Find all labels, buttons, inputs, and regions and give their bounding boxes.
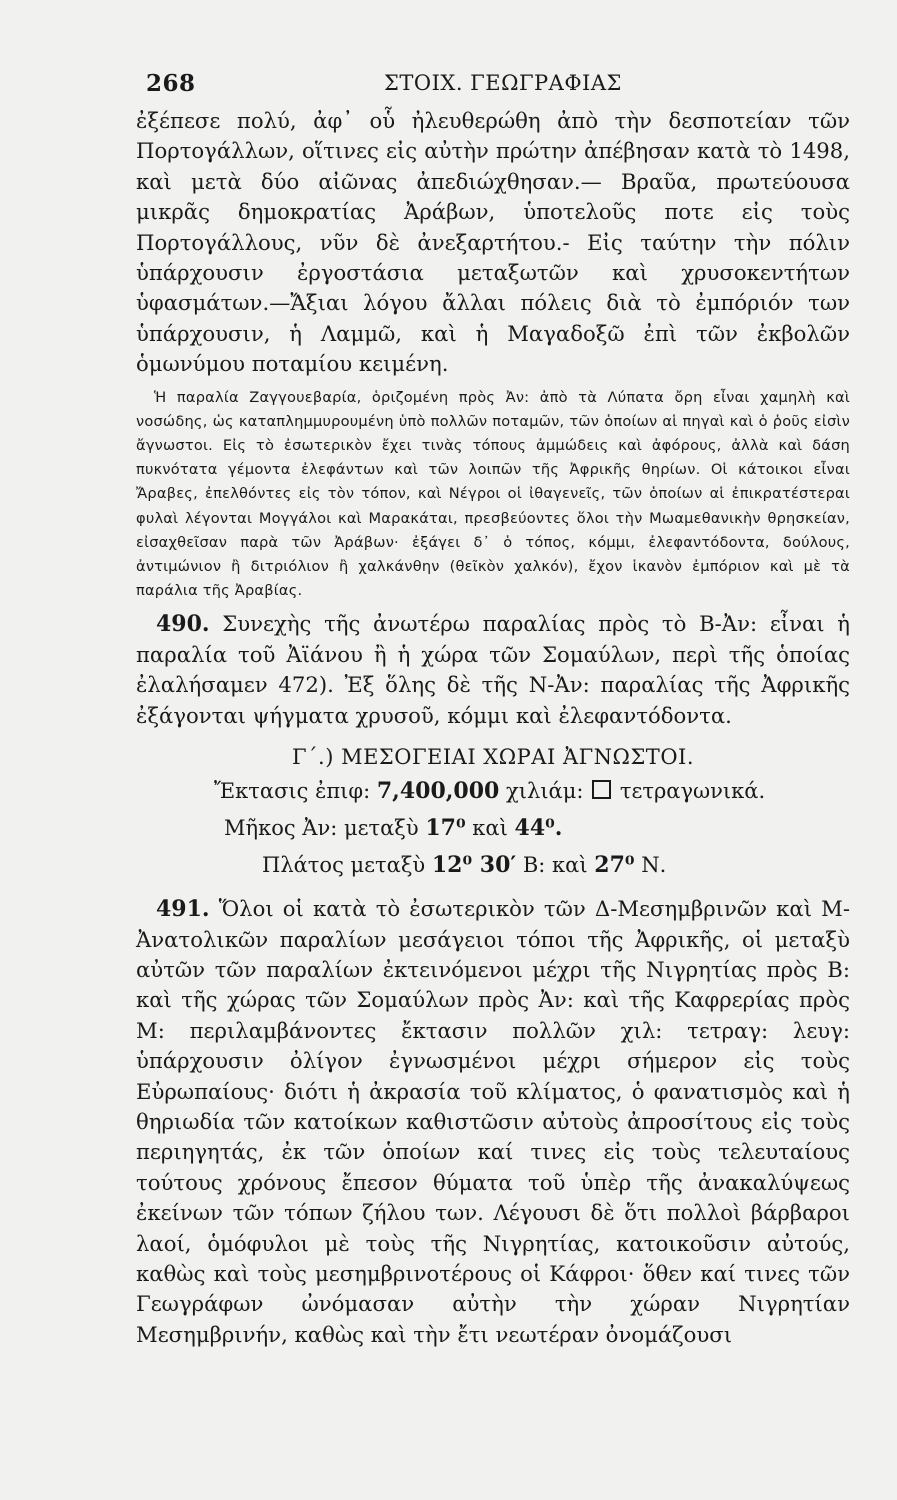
footnote-block <box>136 386 850 604</box>
area-suffix: τετραγωνικά. <box>619 779 766 804</box>
width-from: 12⁰ 30′ <box>431 852 517 879</box>
area-label: Ἔκτασις ἐπιφ: <box>214 779 371 804</box>
paragraph-490 <box>136 609 850 731</box>
paragraph-number: 490. <box>156 611 210 638</box>
length-from: 17⁰ <box>425 815 466 842</box>
paragraph-number: 491. <box>156 896 210 923</box>
section-heading: Γ΄.) ΜΕΣΟΓΕΙΑΙ ΧΩΡΑΙ ἈΓΝΩΣΤΟΙ. <box>291 745 695 770</box>
page-header <box>136 70 850 106</box>
paragraph-text: Συνεχὴς τῆς ἀνωτέρω παραλίας πρὸς τὸ Β-Ἀν: εἶναι ἡ παραλία τοῦ Ἀϊάνου ἢ ἡ χώρα τῶν Σομαύλων, περὶ τῆς ὁποίας ἐλαλήσαμεν 472). Ἐξ ὅλης δὲ τῆς Ν-Ἀν: παραλίας τῆς Ἀφρικῆς ἐξάγονται ψήγματα χρυσοῦ, κόμμι καὶ ἐλεφαντόδοντα. <box>136 611 850 728</box>
area-value: 7,400,000 <box>376 778 500 805</box>
page-content <box>136 70 850 1350</box>
length-line <box>136 810 850 847</box>
length-to: 44⁰. <box>514 815 563 842</box>
area-unit: χιλιάμ: <box>506 779 584 804</box>
length-label: Μῆκος Ἀν: μεταξὺ <box>224 816 419 841</box>
width-to: 27⁰ <box>594 852 635 879</box>
page-number: 268 <box>146 70 196 97</box>
paragraph-491 <box>136 894 850 1350</box>
intro-paragraph: ἐξέπεσε πολύ, ἀφ᾽ οὗ ἠλευθερώθη ἀπὸ τὴν δεσποτείαν τῶν Πορτογάλλων, οἵτινες εἰς αὐτὴν πρώτην ἀπέβησαν κατὰ τὸ 1498, καὶ μετὰ δύο αἰῶνας ἀπεδιώχθησαν.— Βραῦα, πρωτεύουσα μικρᾶς δημοκρατίας Ἀράβων, ὑποτελοῦς ποτε εἰς τοὺς Πορτογάλλους, νῦν δὲ ἀνεξαρτήτου.- Εἰς ταύτην τὴν πόλιν ὑπάρχουσιν ἐργοστάσια μεταξωτῶν καὶ χρυσοκεντήτων ὑφασμάτων.—Ἄξιαι λόγου ἄλλαι πόλεις διὰ τὸ ἐμπόριόν των ὑπάρχουσιν, ἡ Λαμμῶ, καὶ ἡ Μαγαδοξῶ ἐπὶ τῶν ἐκβολῶν ὁμωνύμου ποταμίου κειμένη. <box>136 108 850 377</box>
length-and: καὶ <box>472 816 508 841</box>
width-label: Πλάτος μεταξὺ <box>262 853 426 878</box>
width-end: Ν. <box>641 853 667 878</box>
running-title: ΣΤΟΙΧ. ΓΕΩΓΡΑΦΙΑΣ <box>384 71 622 95</box>
width-line <box>136 847 850 884</box>
footnote-text: Ἡ παραλία Ζαγγουεβαρία, ὁριζομένη πρὸς Ἀν: ἀπὸ τὰ Λύπατα ὄρη εἶναι χαμηλὴ καὶ νοσώδης, ὡς καταπλημμυρουμένη ὑπὸ πολλῶν ποταμῶν, τῶν ὁποίων αἱ πηγαὶ καὶ ὁ ῥοῦς εἰσὶν ἄγνωστοι. Εἰς τὸ ἐσωτερικὸν ἔχει τινὰς τόπους ἀμμώδεις καὶ ἀφόρους, ἀλλὰ καὶ δάση πυκνότατα γέμοντα ἐλεφάντων καὶ τῶν λοιπῶν τῆς Ἀφρικῆς θηρίων. Οἱ κάτοικοι εἶναι Ἄραβες, ἐπελθόντες εἰς τὸν τόπον, καὶ Νέγροι οἱ ἰθαγενεῖς, τῶν ὁποίων αἱ ἐπικρατέστεραι φυλαὶ λέγονται Μογγάλοι καὶ Μαρακάται, πρεσβεύοντες ὅλοι τὴν Μωαμεθανικὴν θρησκείαν, εἰσαχθεῖσαν παρὰ τῶν Ἀράβων· ἐξάγει δ᾽ ὁ τόπος, κόμμι, ἐλεφαντόδοντα, δούλους, ἀντιμώνιον ἢ διτριόλιον ἢ χαλκάνθην (θεῖκὸν χαλκόν), ἔχον ἱκανὸν ἐμπόριον καὶ μὲ τὰ παράλια τῆς Ἀραβίας. <box>136 388 850 600</box>
width-mid: Β: καὶ <box>522 853 588 878</box>
area-line <box>136 773 850 810</box>
square-icon <box>592 780 611 799</box>
paragraph-text: Ὅλοι οἱ κατὰ τὸ ἐσωτερικὸν τῶν Δ-Μεσημβρινῶν καὶ Μ-Ἀνατολικῶν παραλίων μεσάγειοι τόποι τῆς Ἀφρικῆς, οἱ μεταξὺ αὐτῶν τῶν παραλίων ἐκτεινόμενοι μέχρι τῆς Νιγρητίας πρὸς Β: καὶ τῆς χώρας τῶν Σομαύλων πρὸς Ἀν: καὶ τῆς Καφρερίας πρὸς Μ: περιλαμβάνοντες ἔκτασιν πολλῶν χιλ: τετραγ: λευγ: ὑπάρχουσιν ὀλίγον ἐγνωσμένοι μέχρι σήμερον εἰς τοὺς Εὐρωπαίους· διότι ἡ ἀκρασία τοῦ κλίματος, ὁ φανατισμὸς καὶ ἡ θηριωδία τῶν κατοίκων καθιστῶσιν αὐτοὺς ἀπροσίτους εἰς τοὺς περιηγητάς, ἐκ τῶν ὁποίων καί τινες εἰς τοὺς τελευταίους τούτους χρόνους ἔπεσον θύματα τοῦ ὑπὲρ τῆς ἀνακαλύψεως ἐκείνων τῶν τόπων ζήλου των. Λέγουσι δὲ ὅτι πολλοὶ βάρβαροι λαοί, ὁμόφυλοι μὲ τοὺς τῆς Νιγρητίας, κατοικοῦσιν αὐτούς, καθὼς καὶ τοὺς μεσημβρινοτέρους οἱ Κάφροι· ὅθεν καί τινες τῶν Γεωγράφων ὠνόμασαν αὐτὴν τὴν χώραν Νιγρητίαν Μεσημβρινήν, καθὼς καὶ τὴν ἔτι νεωτέραν ὀνομάζουσι <box>136 896 850 1347</box>
